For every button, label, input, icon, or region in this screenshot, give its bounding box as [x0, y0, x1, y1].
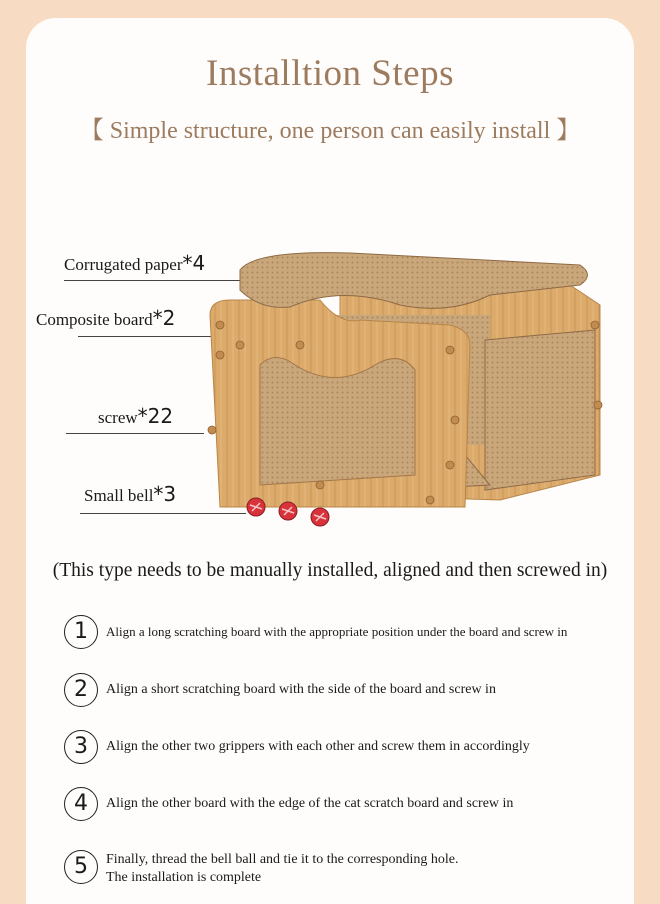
part-qty: *4 — [182, 251, 206, 275]
step-text: Align a short scratching board with the side of the board and screw in — [106, 682, 496, 697]
side-scratch-pad — [485, 330, 595, 490]
step-number: 1 — [64, 615, 98, 649]
installation-note: (This type needs to be manually installed, aligned and then screwed in) — [52, 560, 608, 581]
part-qty: *22 — [137, 404, 174, 428]
part-name: Corrugated paper — [64, 255, 183, 274]
cat-scratcher-illustration — [200, 245, 610, 535]
part-name: Composite board — [36, 310, 153, 329]
part-label-composite-board — [36, 306, 175, 330]
page-subtitle: 【 Simple structure, one person can easily install 】 — [79, 118, 581, 144]
part-qty: *3 — [153, 482, 177, 506]
step-text — [106, 851, 459, 887]
page-title: Installtion Steps — [206, 53, 454, 94]
step-text-line: The installation is complete — [106, 870, 262, 885]
part-label-corrugated-paper — [64, 251, 205, 275]
step-number: 3 — [64, 730, 98, 764]
part-name: Small bell — [84, 486, 154, 505]
part-label-small-bell — [84, 482, 176, 506]
step-text: Align the other two grippers with each other and screw them in accordingly — [106, 739, 530, 754]
part-qty: *2 — [152, 306, 176, 330]
part-label-screw — [98, 404, 173, 428]
step-number: 4 — [64, 787, 98, 821]
step-text: Align a long scratching board with the appropriate position under the board and screw in — [106, 624, 568, 639]
part-name: screw — [98, 408, 138, 427]
step-text-line: Finally, thread the bell ball and tie it to the corresponding hole. — [106, 852, 459, 867]
leader-line — [66, 433, 204, 434]
step-number: 2 — [64, 673, 98, 707]
step-text: Align the other board with the edge of the cat scratch board and screw in — [106, 796, 514, 811]
step-number: 5 — [64, 850, 98, 884]
